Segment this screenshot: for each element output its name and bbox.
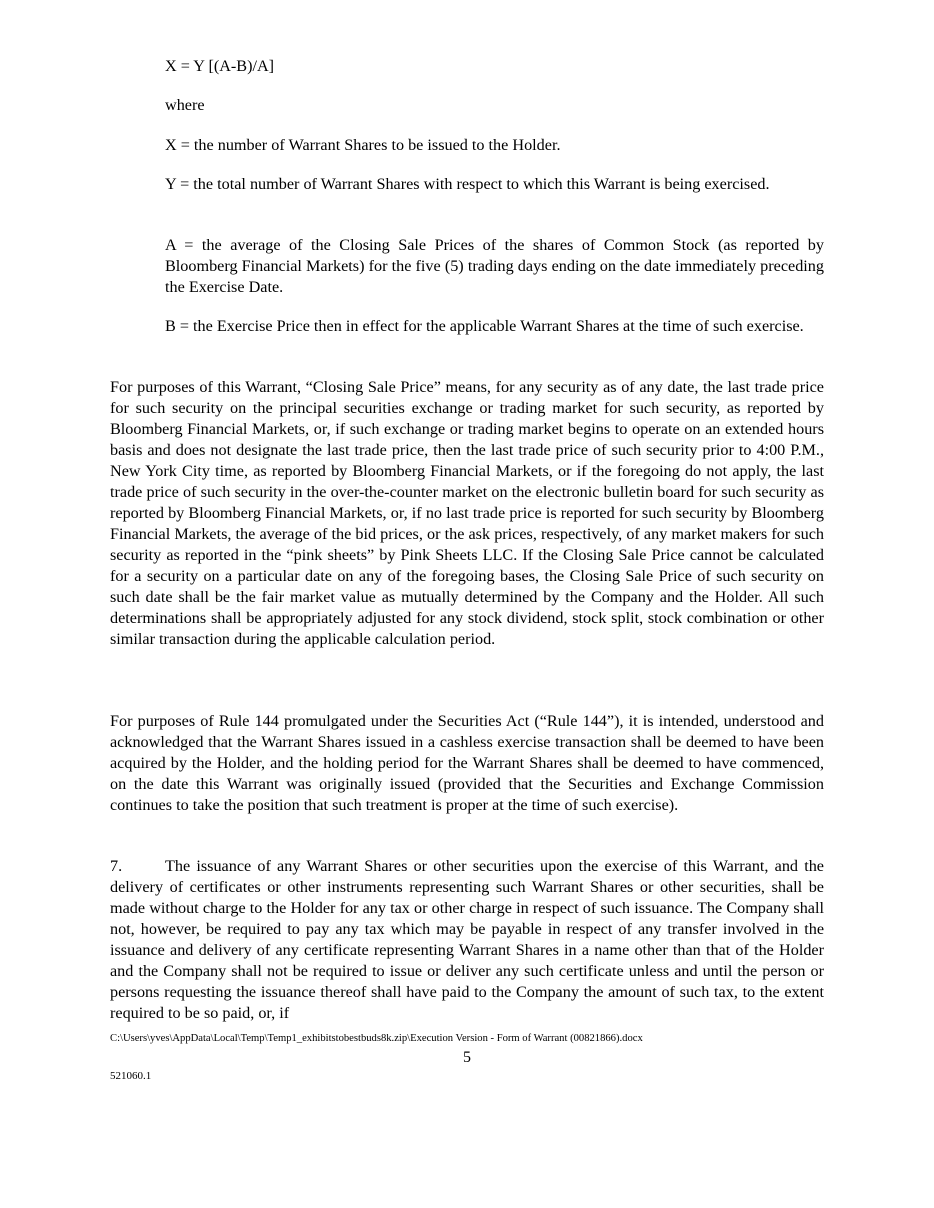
definition-y: Y = the total number of Warrant Shares with respect to which this Warrant is being exercised. [165, 175, 770, 193]
where-label: where [165, 96, 205, 114]
page-number: 5 [463, 1049, 471, 1066]
rule-144-paragraph: For purposes of Rule 144 promulgated under the Securities Act (“Rule 144”), it is intended, understood and acknowledged that the Warrant Shares issued in a cashless exercise transaction shall be deemed to have been acquired by the Holder, and the holding period for the Warrant Shares shall be deemed to have commenced, on the date this Warrant was originally issued (provided that the Securities and Exchange Commission continues to take the position that such treatment is proper at the time of such exercise). [110, 712, 824, 814]
section-7-paragraph [110, 856, 824, 1024]
definition-a: A = the average of the Closing Sale Prices of the shares of Common Stock (as reported by Bloomberg Financial Markets) for the five (5) trading days ending on the date immediately preceding the Exercise Date. [165, 236, 824, 296]
formula: X = Y [(A-B)/A] [165, 57, 275, 75]
definition-x: X = the number of Warrant Shares to be issued to the Holder. [165, 136, 561, 154]
footer-file-path: C:\Users\yves\AppData\Local\Temp\Temp1_exhibitstobestbuds8k.zip\Execution Version - Form of Warrant (00821866).docx [110, 1033, 643, 1044]
closing-sale-price-paragraph: For purposes of this Warrant, “Closing Sale Price” means, for any security as of any date, the last trade price for such security on the principal securities exchange or trading market for such security, as reported by Bloomberg Financial Markets, or, if such exchange or trading market begins to operate on an extended hours basis and does not designate the last trade price, then the last trade price of such security prior to 4:00 P.M., New York City time, as reported by Bloomberg Financial Markets, or if the foregoing do not apply, the last trade price of such security in the over-the-counter market on the electronic bulletin board for such security as reported by Bloomberg Financial Markets, or, if no last trade price is reported for such security by Bloomberg Financial Markets, the average of the bid prices, or the ask prices, respectively, of any market makers for such security as reported in the “pink sheets” by Pink Sheets LLC. If the Closing Sale Price cannot be calculated for a security on a particular date on any of the foregoing bases, the Closing Sale Price of such security on such date shall be the fair market value as mutually determined by the Company and the Holder. All such determinations shall be appropriately adjusted for any stock dividend, stock split, stock combination or other similar transaction during the applicable calculation period. [110, 378, 824, 648]
section-number: 7. [110, 857, 123, 875]
section-7-text: The issuance of any Warrant Shares or other securities upon the exercise of this Warrant, and the delivery of certificates or other instruments representing such Warrant Shares or other securities, shall be made without charge to the Holder for any tax or other charge in respect of such issuance. The Company shall not, however, be required to pay any tax which may be payable in respect of any transfer involved in the issuance and delivery of any certificate representing Warrant Shares in a name other than that of the Holder and the Company shall not be required to issue or deliver any such certificate unless and until the person or persons requesting the issuance thereof shall have paid to the Company the amount of such tax, to the extent required to be so paid, or, if [110, 857, 824, 1022]
definition-b: B = the Exercise Price then in effect for the applicable Warrant Shares at the time of such exercise. [165, 317, 804, 335]
document-id: 521060.1 [110, 1070, 152, 1082]
